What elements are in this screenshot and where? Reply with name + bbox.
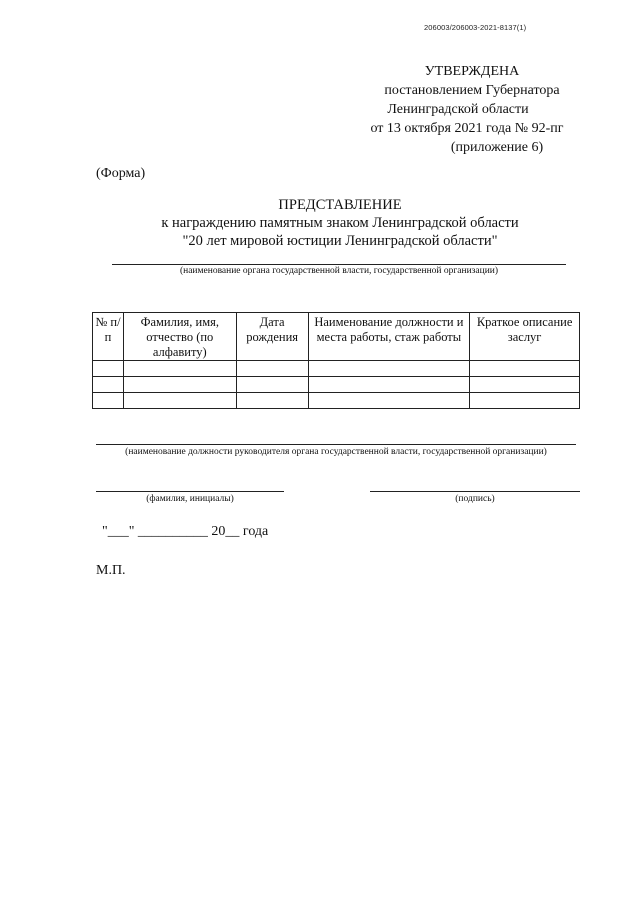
- table-cell: [93, 361, 124, 377]
- title-heading: ПРЕДСТАВЛЕНИЕ: [278, 197, 402, 213]
- table-row: [93, 393, 580, 409]
- title-subject: к награждению памятным знаком Ленинградской области: [161, 215, 519, 231]
- approval-block: [372, 62, 572, 157]
- approval-line-region: Ленинградской области: [387, 102, 529, 117]
- name-line: [96, 491, 284, 492]
- head-position-caption: (наименование должности руководителя органа государственной власти, государственной организации): [125, 447, 547, 457]
- table-cell: [236, 377, 308, 393]
- document-title: [140, 196, 540, 250]
- table-cell: [236, 393, 308, 409]
- table-cell: [123, 361, 236, 377]
- stamp-place-label: М.П.: [96, 563, 126, 578]
- table-cell: [236, 361, 308, 377]
- column-header-number: № п/п: [93, 313, 124, 361]
- table-row: [93, 361, 580, 377]
- org-name-line: [112, 264, 566, 265]
- table-row: [93, 377, 580, 393]
- column-header-birth-date: Дата рождения: [236, 313, 308, 361]
- nominees-table: [92, 312, 580, 409]
- table-cell: [123, 377, 236, 393]
- approval-heading: УТВЕРЖДЕНА: [424, 64, 520, 79]
- title-award-name: "20 лет мировой юстиции Ленинградской области": [182, 233, 498, 249]
- table-cell: [308, 393, 470, 409]
- table-cell: [308, 377, 470, 393]
- table-cell: [308, 361, 470, 377]
- table-cell: [470, 393, 580, 409]
- head-position-line: [96, 444, 576, 445]
- name-caption: (фамилия, инициалы): [146, 494, 234, 504]
- document-number: 206003/206003-2021-8137(1): [424, 23, 527, 32]
- signature-caption: (подпись): [455, 494, 495, 504]
- form-label: (Форма): [96, 166, 146, 181]
- table-cell: [93, 377, 124, 393]
- table-cell: [470, 377, 580, 393]
- signature-line: [370, 491, 580, 492]
- approval-line-appendix: (приложение 6): [450, 140, 544, 155]
- column-header-position: Наименование должности и места работы, стаж работы: [308, 313, 470, 361]
- org-name-caption: (наименование органа государственной власти, государственной организации): [179, 266, 499, 276]
- table-cell: [93, 393, 124, 409]
- table-header-row: [93, 313, 580, 361]
- approval-line-decree: постановлением Губернатора: [384, 83, 560, 98]
- column-header-merits: Краткое описание заслуг: [470, 313, 580, 361]
- table-cell: [470, 361, 580, 377]
- column-header-full-name: Фамилия, имя, отчество (по алфавиту): [123, 313, 236, 361]
- table-cell: [123, 393, 236, 409]
- approval-line-date: от 13 октября 2021 года № 92-пг: [370, 121, 564, 136]
- date-line: "___" __________ 20__ года: [102, 524, 269, 539]
